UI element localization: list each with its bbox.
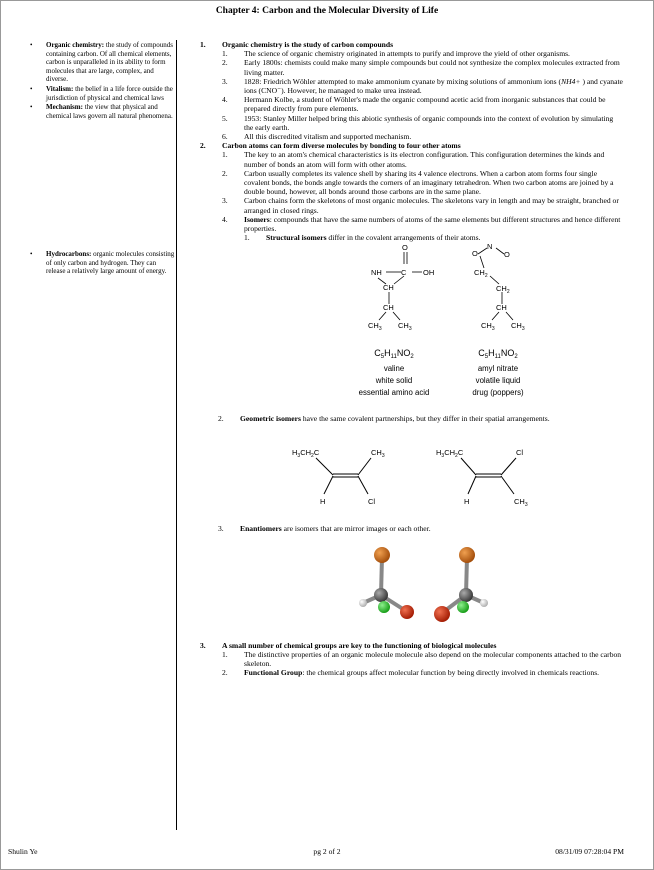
valine-carboxyl-carbon: C (401, 268, 407, 278)
valine-alpha-carbon: CH (383, 283, 394, 293)
amyl-name: amyl nitrate (477, 364, 519, 374)
section-3: 3. A small number of chemical groups are key to the functioning of biological molecules 1. The distinctive properties of an organic molecule molecule also depend on the molecular components attached to the carbon skeleton. 2. Functional Group: the chemical groups affect molecular function by being directly involved in chemicals reactions. (196, 641, 624, 678)
cis-methyl: $CH_3$ (371, 447, 385, 459)
list-item: 1. The distinctive properties of an organic molecule molecule also depend on the molecular components attached to the carbon skeleton. (222, 650, 622, 669)
amyl-ch2-2: $CH_2$ (496, 284, 510, 296)
list-item: 5. 1953: Stanley Miller helped bring this abiotic synthesis of organic compounds into the context of evolution by simulating the early earth. (222, 113, 614, 132)
list-item: 2. Early 1800s: chemists could make many simple compounds but could not synthesize the complex molecules extracted from living matter. (222, 58, 620, 77)
section-2: 2. Carbon atoms can form diverse molecules by bonding to four other atoms 1. The key to an atom's chemical characteristics is its electron configuration. This configuration determines the kinds and number of bonds an atom will form with other atoms. 2. Carbon usually completes its valence shell by sharing its 4 valence electrons. When a carbon atom forms four single covalent bonds, the bonds angle towards the corners of an imaginary tetrahedron. When two carbon atoms are joined by a double bound, however, all bonds around those carbons are in the same plane. 3. Carbon chains form the skeletons of most organic molecules. The skeletons vary in length and may be straight, branched or arranged in closed rings. 4. Isomers: compounds that have the same numbers of atoms of the same elements but different structures and hence different properties. 1. Structural isomers differ in the covalent arrangements of their atoms. (196, 141, 624, 242)
trans-hydrogen: H (464, 496, 470, 506)
list-item: 4. Hermann Kolbe, a student of Wöhler's made the organic compound acetic acid from inorganic substances that could be prepared directly from pure elements. (222, 95, 606, 114)
section-2-heading: Carbon atoms can form diverse molecules by bonding to four other atoms (222, 141, 461, 151)
amyl-oxygen-2: O (504, 250, 510, 260)
trans-isomer (461, 458, 516, 494)
footer-page-number: pg 2 of 2 (313, 847, 341, 856)
definition-vitalism: • Vitalism: the belief in a life force outside the jurisdiction of physical and chemical laws (30, 85, 176, 102)
footer-timestamp: 08/31/09 07:28:04 PM (555, 847, 624, 856)
column-divider (176, 40, 177, 830)
amyl-ch2-1: $CH_2$ (474, 268, 488, 280)
valine-hydroxyl: OH (423, 268, 435, 278)
main-content (196, 40, 624, 678)
list-item: 2. Functional Group: the chemical groups affect molecular function by being directly involved in chemicals reactions. (222, 668, 600, 678)
list-item: 6. All this discredited vitalism and supported mechanism. (222, 132, 412, 142)
amyl-oxygen-1: O (472, 249, 478, 259)
valine-carbonyl-oxygen: O (402, 243, 408, 253)
amyl-methyl-2: $CH_3$ (511, 321, 525, 333)
definition-hydrocarbons: • Hydrocarbons: organic molecules consisting of only carbon and hydrogen. They can release a relatively large amount of energy. (30, 250, 176, 276)
list-item: 2. Carbon usually completes its valence shell by sharing its 4 valence electrons. When a carbon atom forms four single covalent bonds, the bonds angle towards the corners of an imaginary tetrahedron. When two carbon atoms are joined by a double bound, however, all bonds around those carbons are in the same plane. (222, 168, 614, 197)
valine-amine: NH (371, 268, 382, 278)
list-item: 4. Isomers: compounds that have the same numbers of atoms of the same elements but different structures and hence different properties. (222, 214, 621, 234)
valine-methyl-2: $CH_3$ (398, 321, 412, 333)
cis-chlorine: Cl (368, 496, 376, 506)
geometric-isomers-figure (196, 424, 624, 524)
definition-organic-chemistry: • Organic chemistry: the study of compounds containing carbon. Of all chemical elements, carbon is unparalleled in its ability to form molecules that are large, complex, and diverse. (30, 41, 176, 84)
trans-methyl: $CH_3$ (514, 496, 528, 508)
list-item: 3. 1828: Friedrich Wöhler attempted to make ammonium cyanate by mixing solutions of ammonium ions (NH4+ ) and cyanate ions (CNO⁻). However, he managed to make urea instead. (222, 76, 623, 96)
section-1: 1. Organic chemistry is the study of carbon compounds 1. The science of organic chemistry originated in attempts to purify and improve the yield of other organisms. 2. Early 1800s: chemists could make many simple compounds but could not synthesize the complex molecules extracted from living matter. 3. 1828: Friedrich Wöhler attempted to make ammonium cyanate by mixing solutions of ammonium ions (NH4+ ) and cyanate ions (CNO⁻). However, he managed to make urea instead. 4. Hermann Kolbe, a student of Wöhler's made the organic compound acetic acid from inorganic substances that could be prepared directly from pure elements. 5. 1953: Stanley Miller helped bring this abiotic synthesis of organic compounds into the context of evolution by simulating the early earth. 6. All this discredited vitalism and supported mechanism. (200, 40, 623, 142)
footer-author: Shulin Ye (8, 847, 38, 856)
sub-item-structural: 1. Structural isomers differ in the covalent arrangements of their atoms. (244, 233, 481, 243)
amyl-role: drug (poppers) (472, 388, 524, 398)
amyl-methyl-1: $CH_3$ (481, 321, 495, 333)
valine-formula: $C_5H_{11}NO_2$ (374, 348, 414, 361)
list-item: 3. Carbon chains form the skeletons of most organic molecules. The skeletons vary in length and may be straight, branched or arranged in closed rings. (222, 196, 619, 215)
cis-ethyl: $H_3CH_2C$ (292, 447, 320, 459)
amyl-state: volatile liquid (475, 376, 521, 386)
ammonium-formula: NH4+ (561, 76, 581, 86)
sidebar-definitions (30, 41, 176, 121)
amyl-ch: CH (496, 303, 507, 313)
cis-hydrogen: H (320, 496, 326, 506)
cis-isomer (316, 458, 371, 494)
amyl-nitrogen: N (487, 242, 493, 252)
enantiomers-figure (196, 533, 624, 641)
valine-methyl-1: $CH_3$ (368, 321, 382, 333)
valine-name: valine (383, 364, 405, 374)
page-title: Chapter 4: Carbon and the Molecular Diversity of Life (215, 6, 439, 16)
enantiomer-right (434, 547, 488, 622)
trans-chlorine: Cl (516, 447, 524, 457)
sub-item-enantiomers: 3. Enantiomers are isomers that are mirror images or each other. (218, 523, 431, 533)
valine-role: essential amino acid (358, 388, 430, 398)
section-1-heading: Organic chemistry is the study of carbon compounds (222, 40, 394, 49)
structural-isomers-figure (196, 242, 624, 414)
sub-item-geometric: 2. Geometric isomers have the same covalent partnerships, but they differ in their spatial arrangements. (218, 414, 550, 424)
list-item: 1. The key to an atom's chemical characteristics is its electron configuration. This configuration determines the kinds and number of bonds an atom will form with other atoms. (222, 150, 605, 169)
trans-ethyl: $H_3CH_2C$ (436, 447, 464, 459)
definition-mechanism: • Mechanism: the view that physical and chemical laws govern all natural phenomena. (30, 103, 176, 120)
valine-beta-carbon: CH (383, 303, 394, 313)
list-item: 1. The science of organic chemistry originated in attempts to purify and improve the yield of other organisms. (222, 49, 570, 59)
section-3-heading: A small number of chemical groups are key to the functioning of biological molecules (222, 640, 497, 650)
sidebar-definitions-2 (30, 250, 176, 277)
valine-state: white solid (375, 376, 413, 386)
amyl-formula: $C_5H_{11}NO_2$ (478, 348, 518, 361)
enantiomer-left (359, 547, 414, 619)
